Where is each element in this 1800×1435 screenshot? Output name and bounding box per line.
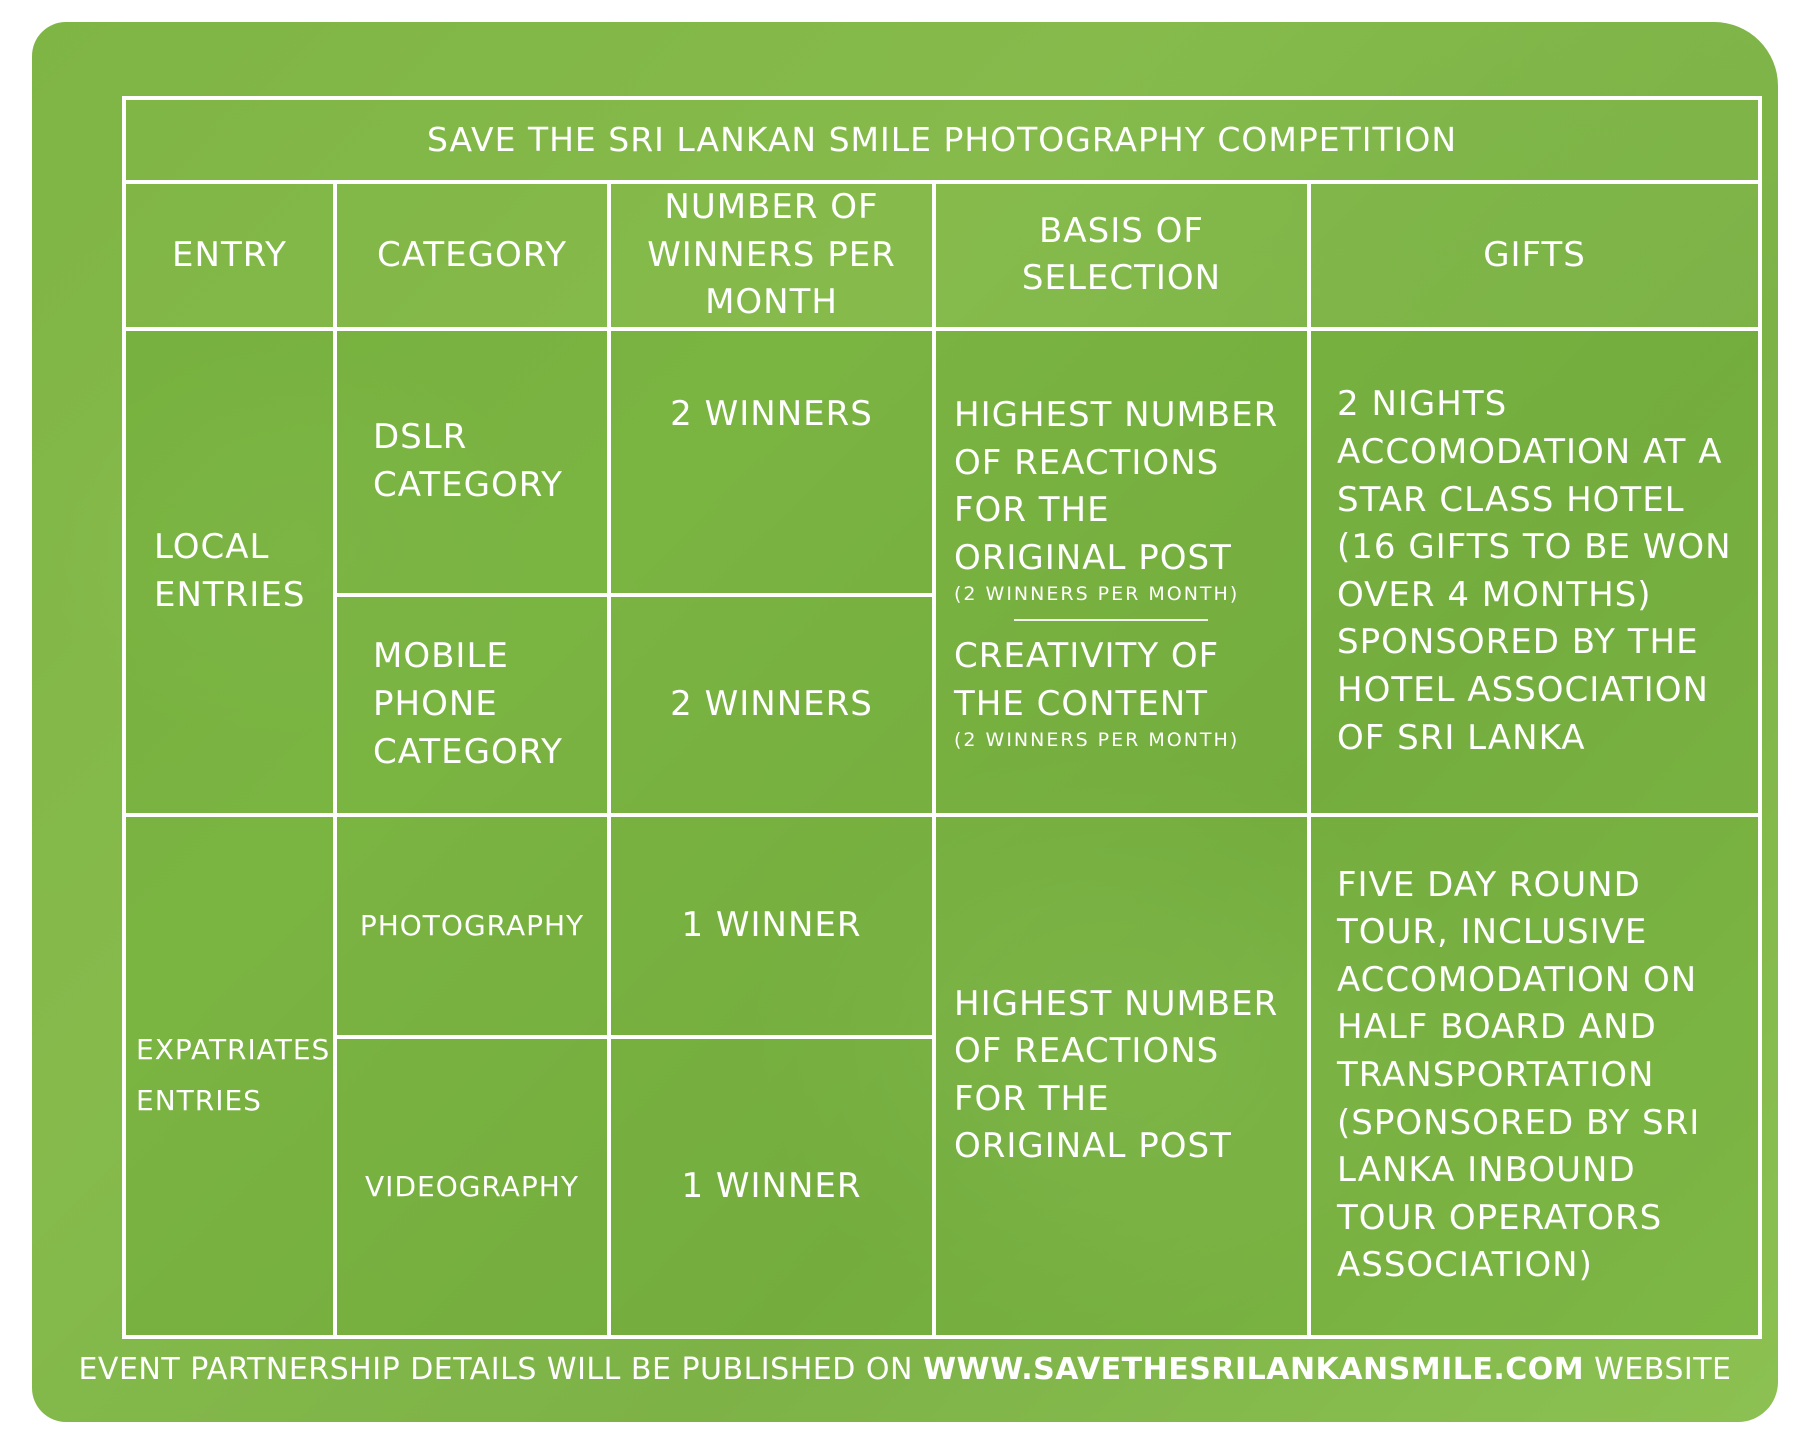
dslr-category-cell: DSLR CATEGORY: [335, 329, 609, 595]
local-gifts-cell: 2 NIGHTS ACCOMODATION AT A STAR CLASS HOTEL (16 GIFTS TO BE WON OVER 4 MONTHS) SPONSORED BY THE HOTEL ASSOCIATION OF SRI LANKA: [1309, 329, 1760, 815]
competition-table-wrap: [122, 96, 1758, 1330]
header-gifts: GIFTS: [1309, 182, 1760, 329]
table-row-expat-photo: [124, 815, 1760, 1037]
local-entries-cell: LOCAL ENTRIES: [124, 329, 335, 815]
header-entry: ENTRY: [124, 182, 335, 329]
basis-divider: [1014, 619, 1208, 621]
table-row-local-dslr: [124, 329, 1760, 595]
local-basis-1-note: (2 WINNERS PER MONTH): [954, 582, 1240, 605]
header-category: CATEGORY: [335, 182, 609, 329]
expat-basis-cell: HIGHEST NUMBER OF REACTIONS FOR THE ORIGINAL POST: [934, 815, 1309, 1337]
title-row: [124, 98, 1760, 182]
video-category-cell: VIDEOGRAPHY: [335, 1037, 609, 1337]
video-winners-cell: 1 WINNER: [609, 1037, 934, 1337]
header-basis: BASIS OF SELECTION: [934, 182, 1309, 329]
footer-prefix: EVENT PARTNERSHIP DETAILS WILL BE PUBLISHED ON: [78, 1352, 913, 1387]
header-row: [124, 182, 1760, 329]
expat-entries-cell: EXPATRIATES ENTRIES: [124, 815, 335, 1337]
competition-card: [32, 22, 1778, 1422]
website-link[interactable]: WWW.SAVETHESRILANKANSMILE.COM: [922, 1352, 1585, 1387]
local-basis-2: CREATIVITY OF THE CONTENT: [954, 636, 1220, 724]
footer-suffix: WEBSITE: [1594, 1352, 1732, 1387]
local-basis-2-note: (2 WINNERS PER MONTH): [954, 728, 1240, 751]
dslr-winners-cell: 2 WINNERS: [609, 329, 934, 595]
header-winners: NUMBER OF WINNERS PER MONTH: [609, 182, 934, 329]
mobile-winners-cell: 2 WINNERS: [609, 595, 934, 815]
mobile-category-cell: MOBILE PHONE CATEGORY: [335, 595, 609, 815]
local-basis-cell: [934, 329, 1309, 815]
photo-category-cell: PHOTOGRAPHY: [335, 815, 609, 1037]
photo-winners-cell: 1 WINNER: [609, 815, 934, 1037]
footer-note: [32, 1352, 1778, 1387]
expat-gifts-cell: FIVE DAY ROUND TOUR, INCLUSIVE ACCOMODATION ON HALF BOARD AND TRANSPORTATION (SPONSORED BY SRI LANKA INBOUND TOUR OPERATORS ASSOCIATION): [1309, 815, 1760, 1337]
local-basis-1: HIGHEST NUMBER OF REACTIONS FOR THE ORIGINAL POST: [954, 395, 1279, 578]
table-title: SAVE THE SRI LANKAN SMILE PHOTOGRAPHY COMPETITION: [124, 98, 1760, 182]
competition-table: [122, 96, 1762, 1339]
